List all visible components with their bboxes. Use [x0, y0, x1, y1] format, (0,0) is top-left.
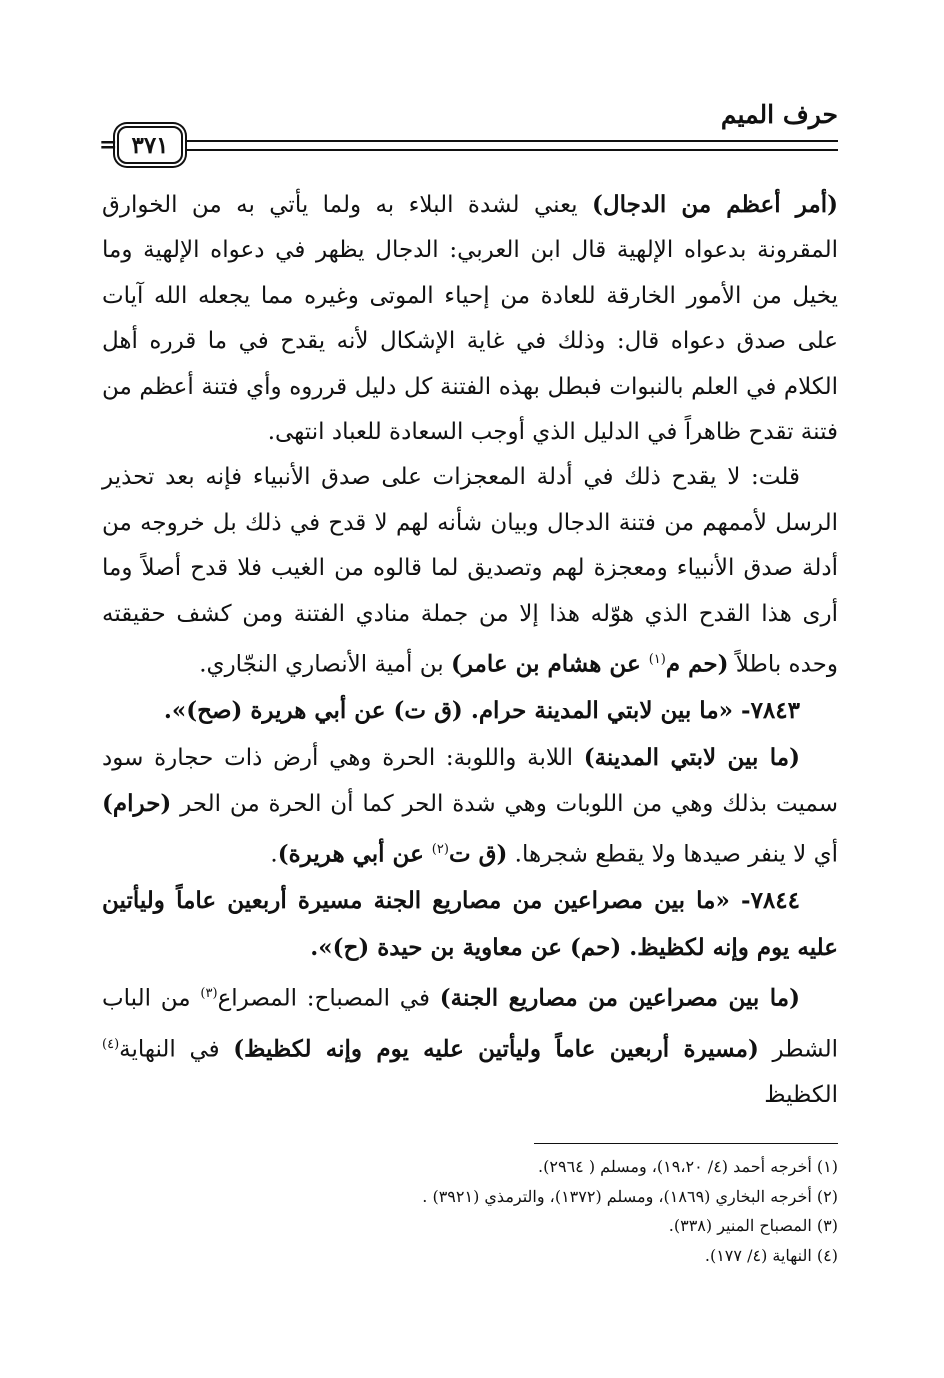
text-run: بن أمية الأنصاري النجّاري.: [199, 651, 451, 678]
text-run: قلت: لا يقدح ذلك في أدلة المعجزات على صدق الأنبياء فإنه بعد تحذير الرسل لأممهم من فتنة الدجال وبيان شأنه لهم لا قدح في ذلك بل خروجه من أدلة صدق الأنبياء ومعجزة لهم وتصديق لما قالوه من الغيب فلا قدح أصلاً وما أرى هذا القدح الذي هوّله هذا إلا من جملة منادي الفتنة ومن كشف حقيقته وحده باطلاً: [102, 464, 838, 678]
footnote-3: (٣) المصباح المنير (٣٣٨).: [668, 1216, 838, 1235]
bold-source: عن أبي هريرة): [277, 841, 432, 868]
running-header-title: حرف الميم: [720, 100, 838, 129]
header-ornament: =: [99, 132, 118, 158]
footnote-ref-4: (٤): [102, 1037, 120, 1053]
text-run: .: [270, 842, 278, 868]
main-text: [102, 182, 838, 1119]
hadith-text: ٧٨٤٤- «ما بين مصراعين من مصاريع الجنة مسيرة أربعين عاماً وليأتين عليه يوم وإنه لكظيظ. (حم) عن معاوية بن حيدة (ح)».: [102, 887, 838, 961]
footnote-1: (١) أخرجه أحمد (٤/ ١٩،٢٠)، ومسلم ( ٢٩٦٤).: [538, 1157, 838, 1176]
page-number-box: [117, 126, 183, 164]
text-run: اللابة واللوبة: الحرة وهي أرض ذات حجارة سود سميت بذلك وهي من اللوبات وهي شدة الحر كما أن الحرة من الحر: [102, 744, 838, 817]
bold-lemma: (مسيرة أربعين عاماً وليأتين عليه يوم وإنه لكظيظ): [233, 1035, 759, 1063]
text-run: في المصباح: المصراع: [217, 985, 440, 1012]
bold-source: عن هشام بن عامر): [450, 650, 649, 678]
page-number: ٣٧١: [131, 131, 169, 159]
header-double-rule: [186, 140, 838, 151]
hadith-7844: [102, 878, 838, 971]
paragraph-commentary-1: [102, 182, 838, 455]
bold-source: (حم م: [665, 650, 729, 678]
text-run: يعني لشدة البلاء به ولما يأتي به من الخوارق المقرونة بدعواه الإلهية قال ابن العربي: الدجال يظهر في دعواه الإلهية وما يخيل من الأمور الخارقة للعادة من إحياء الموتى وغيره مما يجعله الله آيات على صدق دعواه قال: وذلك في غاية الإشكال لأنه يقدح في ما قرره أهل الكلام في العلم بالنبوات فبطل بهذه الفتنة كل دليل قرروه وأي فتنة أعظم من فتنة تقدح ظاهراً في الدليل الذي أوجب السعادة للعباد انتهى.: [102, 192, 838, 446]
bold-lemma: (حرام): [102, 789, 172, 817]
footnotes: [102, 1152, 838, 1270]
text-run: من الباب الشطر: [102, 985, 838, 1063]
text-run: الكظيظ: [764, 1082, 838, 1109]
footnote-separator: [534, 1143, 838, 1144]
footnote-4: (٤) النهاية (٤/ ١٧٧).: [704, 1245, 838, 1265]
footnote-ref-1: (١): [648, 652, 666, 668]
bold-lemma: (أمر أعظم من الدجال): [591, 191, 838, 218]
hadith-text: ٧٨٤٣- «ما بين لابتي المدينة حرام. (ق ت) عن أبي هريرة (صح)».: [163, 697, 800, 725]
footnote-ref-2: (٢): [431, 842, 449, 858]
bold-source: (ق ت: [448, 841, 508, 868]
bold-lemma: (ما بين مصراعين من مصاريع الجنة): [439, 984, 800, 1012]
paragraph-commentary-3: [102, 735, 838, 879]
text-run: في النهاية: [119, 1036, 234, 1063]
footnote-2: (٢) أخرجه البخاري (١٨٦٩)، ومسلم (١٣٧٢)، والترمذي (٣٩٢١) .: [422, 1186, 838, 1206]
bold-lemma: (ما بين لابتي المدينة): [583, 743, 800, 771]
paragraph-commentary-2: [102, 455, 838, 688]
footnote-ref-3: (٣): [200, 986, 218, 1002]
text-run: أي لا ينفر صيدها ولا يقطع شجرها.: [507, 842, 838, 868]
paragraph-commentary-4: [102, 971, 838, 1119]
hadith-7843: [102, 688, 838, 734]
